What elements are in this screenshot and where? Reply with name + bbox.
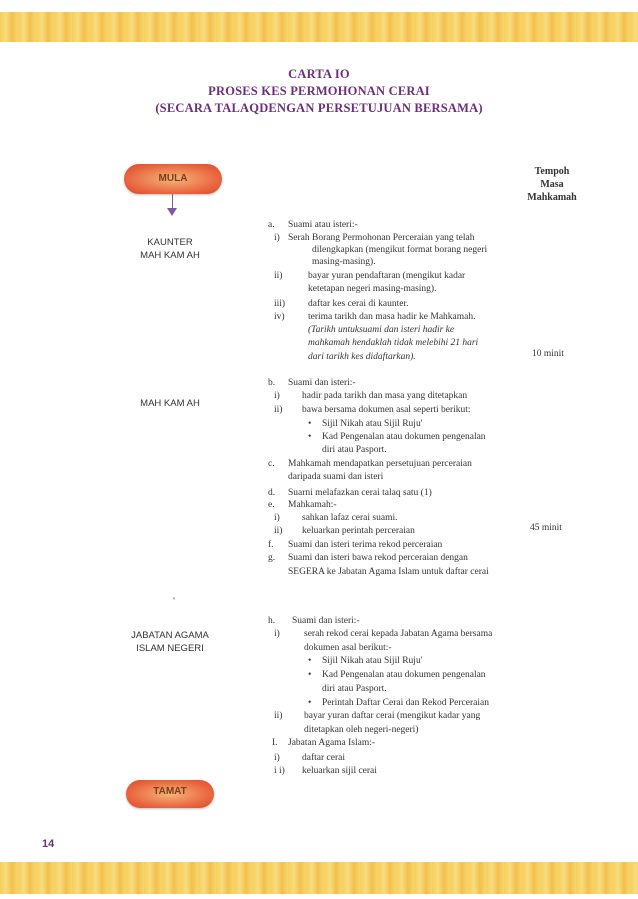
end-node: TAMAT — [126, 780, 214, 808]
step-text: masing-masing). — [312, 257, 376, 267]
step-marker: iv) — [274, 312, 285, 322]
step-marker: h. — [268, 616, 276, 626]
duration-header-line3: Mahkamah — [527, 192, 577, 203]
decorative-bottom-band — [0, 862, 638, 894]
step-text: Perintah Daftar Cerai dan Rekod Perceraian — [322, 698, 489, 708]
step-text: bayar yuran daftar cerai (mengikut kadar yang — [304, 711, 481, 721]
step-text: bayar yuran pendaftaran (mengikut kadar — [308, 271, 466, 281]
step-marker: i) — [274, 233, 280, 243]
step-marker: • — [308, 656, 312, 666]
arrow-down-icon — [167, 208, 177, 216]
step-text: keluarkan perintah perceraian — [302, 526, 415, 536]
step-text: Suami dan isteri:- — [288, 378, 356, 388]
step-text: Suami dan isteri bawa rekod perceraian dengan — [288, 553, 468, 563]
step-marker: ii) — [274, 526, 283, 536]
step-marker: ii) — [274, 405, 283, 415]
step-text: Suarni melafazkan cerai talaq satu (1) — [288, 488, 432, 498]
step-marker: I. — [272, 738, 278, 748]
step-marker: • — [308, 432, 312, 442]
step-text: Kad Pengenalan atau dokumen pengenalan — [322, 432, 486, 442]
step-text: Mahkamah:- — [288, 500, 337, 510]
step-marker: f. — [268, 540, 274, 550]
step-text: keluarkan sijil cerai — [302, 766, 377, 776]
chart-label: CARTA IO — [288, 67, 350, 81]
step-text: SEGERA ke Jabatan Agama Islam untuk daftar cerai — [288, 567, 489, 577]
step-text: Suami dan isteri terima rekod perceraian — [288, 540, 443, 550]
step-text: bawa bersama dokumen asal seperti berikut: — [302, 405, 471, 415]
step-marker: iii) — [274, 299, 286, 309]
step-marker: d. — [268, 488, 276, 498]
duration-header-line1: Tempoh — [534, 166, 570, 177]
duration-court: 45 minit — [530, 523, 562, 533]
step-marker: b. — [268, 378, 276, 388]
step-text: Sijil Nikah atau Sijil Ruju' — [322, 656, 423, 666]
duration-counter: 10 minit — [532, 349, 564, 359]
page-subtitle: (SECARA TALAQDENGAN PERSETUJUAN BERSAMA) — [155, 101, 483, 115]
duration-header — [512, 165, 592, 204]
step-text: daripada suami dan isteri — [288, 472, 384, 482]
step-text: diri atau Pasport. — [322, 445, 387, 455]
step-marker: • — [308, 419, 312, 429]
step-marker: g. — [268, 553, 276, 563]
step-text: Suami atau isteri:- — [288, 220, 358, 230]
step-marker: a. — [268, 220, 275, 230]
step-text: ketetapan negeri masing-masing). — [308, 284, 437, 294]
step-text: sahkan lafaz cerai suami. — [302, 513, 398, 523]
stage-jabatan-line1: JABATAN AGAMA — [131, 630, 209, 641]
stage-kaunter-line1: KAUNTER — [147, 237, 193, 248]
step-text: mahkamah hendaklah tidak melebihi 21 hari — [308, 338, 479, 348]
step-marker: • — [308, 670, 312, 680]
stage-mahkamah: MAH KAM AH — [140, 398, 200, 409]
step-text: dilengkapkan (mengikut format borang negeri — [312, 245, 488, 255]
step-marker: ii) — [274, 271, 283, 281]
step-marker: i) — [274, 629, 280, 639]
step-text: Mahkamah mendapatkan persetujuan perceraian — [288, 459, 472, 469]
step-marker: • — [308, 698, 312, 708]
step-marker: i i) — [274, 766, 285, 776]
step-text: dari tarikh kes didaftarkan). — [308, 352, 416, 362]
step-text: dokumen asal berikut:- — [304, 643, 392, 653]
step-text: Jabatan Agama Islam:- — [288, 738, 376, 748]
step-marker: c. — [268, 459, 275, 469]
step-marker: e. — [268, 500, 275, 510]
step-text: serah rekod cerai kepada Jabatan Agama bersama — [304, 629, 493, 639]
decorative-top-band — [0, 12, 638, 42]
step-text: Serah Borang Permohonan Perceraian yang telah — [288, 233, 475, 243]
stage-jabatan-line2: ISLAM NEGERI — [136, 643, 204, 654]
step-marker: i) — [274, 513, 280, 523]
start-node: MULA — [124, 164, 222, 194]
step-text: ditetapkan oleh negeri-negeri) — [304, 725, 419, 735]
step-marker: i) — [274, 391, 280, 401]
step-text: terima tarikh dan masa hadir ke Mahkamah. — [308, 312, 476, 322]
page-number: 14 — [42, 838, 55, 850]
step-text: daftar cerai — [302, 753, 345, 763]
stage-tick-mark: ' — [173, 596, 175, 607]
duration-header-line2: Masa — [540, 179, 564, 190]
step-text: Kad Pengenalan atau dokumen pengenalan — [322, 670, 486, 680]
step-marker: i) — [274, 753, 280, 763]
step-text: Suami dan isteri:- — [292, 616, 360, 626]
stage-kaunter-line2: MAH KAM AH — [140, 250, 200, 261]
step-text: diri atau Pasport. — [322, 684, 387, 694]
step-marker: ii) — [274, 711, 283, 721]
step-text: daftar kes cerai di kaunter. — [308, 299, 409, 309]
step-text: Sijil Nikah atau Sijil Ruju' — [322, 419, 423, 429]
step-text: (Tarikh untuksuami dan isteri hadir ke — [308, 325, 455, 335]
step-text: hadir pada tarikh dan masa yang ditetapkan — [302, 391, 468, 401]
page-title: PROSES KES PERMOHONAN CERAI — [208, 84, 430, 98]
